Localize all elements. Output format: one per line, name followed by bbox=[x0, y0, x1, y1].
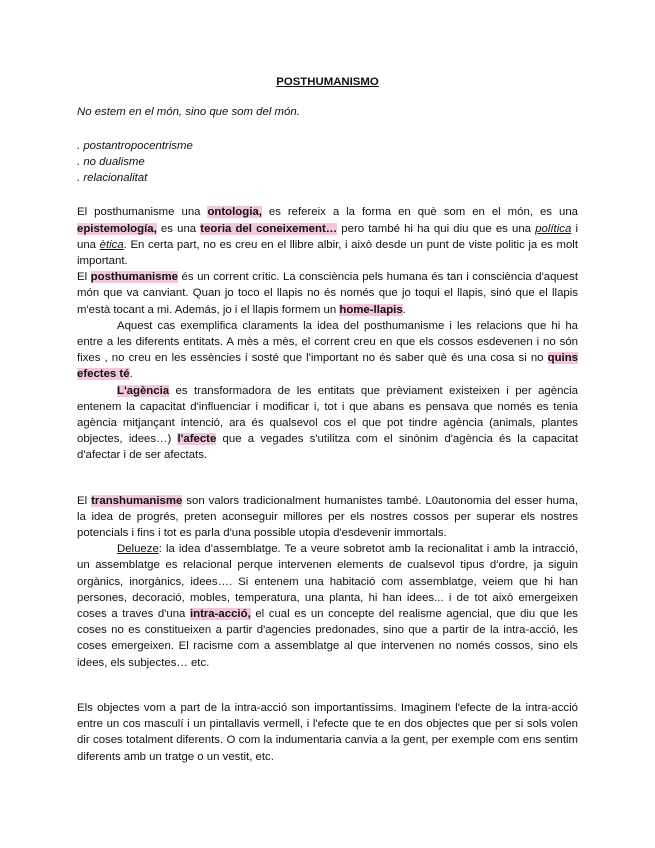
text-run: es refereix a la forma en què som en el món, es una bbox=[261, 206, 578, 219]
paragraph-transhumanisme bbox=[77, 493, 578, 542]
text-run: i una bbox=[77, 222, 578, 251]
text-run: Aquest cas exemplifica claraments la idea del posthumanisme i les relacions que hi ha entre a les diferents entitats. A mès a mès, el corrent creu en que els cossos esdevenen i no són fixes , no creu en les essències i sosté que l'important no és saber què és una cosa si no bbox=[77, 319, 578, 365]
page-title: POSTHUMANISMO bbox=[276, 76, 379, 88]
spacer bbox=[77, 464, 578, 493]
paragraph-example bbox=[77, 318, 578, 383]
list-item: . relacionalitat bbox=[77, 172, 148, 185]
text-run: es una bbox=[156, 222, 201, 235]
highlight-ontologia: ontologia, bbox=[207, 206, 262, 219]
highlight-transhumanisme: transhumanisme bbox=[91, 494, 183, 507]
text-run: pero també hi ha qui diu que es una bbox=[337, 222, 536, 235]
highlight-posthumanisme: posthumanisme bbox=[90, 271, 178, 284]
highlight-quins-efectes: quins efectes té bbox=[77, 352, 578, 381]
text-run: . bbox=[402, 303, 406, 316]
text-run: el cual es un concepte del realisme agencial, que diu que les coses no es constitueixen a partir d'agencies predonades, sino que a partir de la intra-acció, les coses emergeixen. El racisme com a assemblatge al que intervenen no només cossos, sino els idees, els subjectes… etc. bbox=[77, 608, 578, 669]
text-run: : la idea d'assemblatge. Te a veure sobretot amb la recionalitat i amb la intracció, un assemblatge es relacional perque intervenen elements de cualsevol tipus d'ordre, ja siguin orgànics, inorgànics, idees…. Si entenem una habitació com assemblatge, veiem que hi han persones, decoració, mobles, temperatura, una planta, hi han idees... i de tot això emergeixen coses a traves d'una bbox=[77, 543, 578, 621]
epigraph: No estem en el món, sino que som del món. bbox=[77, 106, 300, 119]
text-run: son valors tradicionalment humanistes també. L0autonomia del esser huma, la idea de progrés, preten aconseguir millores per els nostres cossos per superar els nostres potencials i fins i tot es parla d'una possible utopia d'esdevenir immortals. bbox=[77, 494, 578, 540]
paragraph-ontology bbox=[77, 204, 578, 269]
text-run: es transformadora de les entitats que prèviament existeixen i per agència entenem la capacitat d'influenciar i modificar i, tot i que abans es pensava que només es tenia agència mitjançant intenció, ara és qualsevol cos el que pot tindre agència (animals, plantes objectes, idees…) bbox=[77, 384, 578, 446]
highlight-agencia: L'agència bbox=[117, 384, 170, 397]
paragraph-posthumanisme bbox=[77, 269, 578, 318]
text-run: . bbox=[129, 368, 133, 381]
highlight-intra-accio: intra-acció, bbox=[189, 608, 251, 621]
document-page bbox=[77, 74, 578, 765]
text-run: El bbox=[77, 271, 91, 284]
paragraph-assemblatge bbox=[77, 541, 578, 671]
concept-list bbox=[77, 138, 578, 186]
list-item: . no dualisme bbox=[77, 156, 145, 169]
highlight-afecte: l'afecte bbox=[177, 433, 217, 446]
emphasis-etica: ètica bbox=[99, 238, 124, 251]
highlight-epistemologia: epistemología, bbox=[77, 222, 157, 235]
emphasis-delueze: Delueze bbox=[117, 543, 159, 556]
spacer bbox=[77, 671, 578, 700]
paragraph-objectes bbox=[77, 700, 578, 765]
text-run: . En certa part, no es creu en el llibre albir, i això desde un punt de viste politic ja es molt important. bbox=[77, 238, 578, 268]
list-item: . postantropocentrisme bbox=[77, 140, 193, 153]
paragraph-agencia bbox=[77, 383, 578, 464]
text-run: és un corrent crític. La consciència pels humana és tan i consciència d'aquest món que va canviant. Quan jo toco el llapis no és només que jo toqui el llapis, sinó que el llapis m'està tocant a mi. Además, jo i el llapis formem un bbox=[77, 271, 578, 316]
highlight-home-llapis: home-llapis bbox=[339, 303, 403, 316]
highlight-teoria-coneixement: teoria del coneixement… bbox=[200, 222, 338, 235]
text-run: que a vegades s'utilitza com el sinònim d'agència és la capacitat d'afectar i de ser afectats. bbox=[77, 433, 578, 462]
emphasis-politica: política bbox=[535, 222, 572, 235]
text-run: Els objectes vom a part de la intra-acció son importantissims. Imaginem l'efecte de la intra-acció entre un cos masculí i un pintallavis vermell, i l'efecte que te en dos objectes que per si sols volen dir coses totalment diferents. O com la indumentaria canvia a la gent, per exemple com ens sentim diferents amb un tratge o un vestit, etc. bbox=[77, 701, 578, 763]
text-run: El posthumanisme una bbox=[77, 206, 208, 219]
text-run: El bbox=[77, 494, 92, 507]
